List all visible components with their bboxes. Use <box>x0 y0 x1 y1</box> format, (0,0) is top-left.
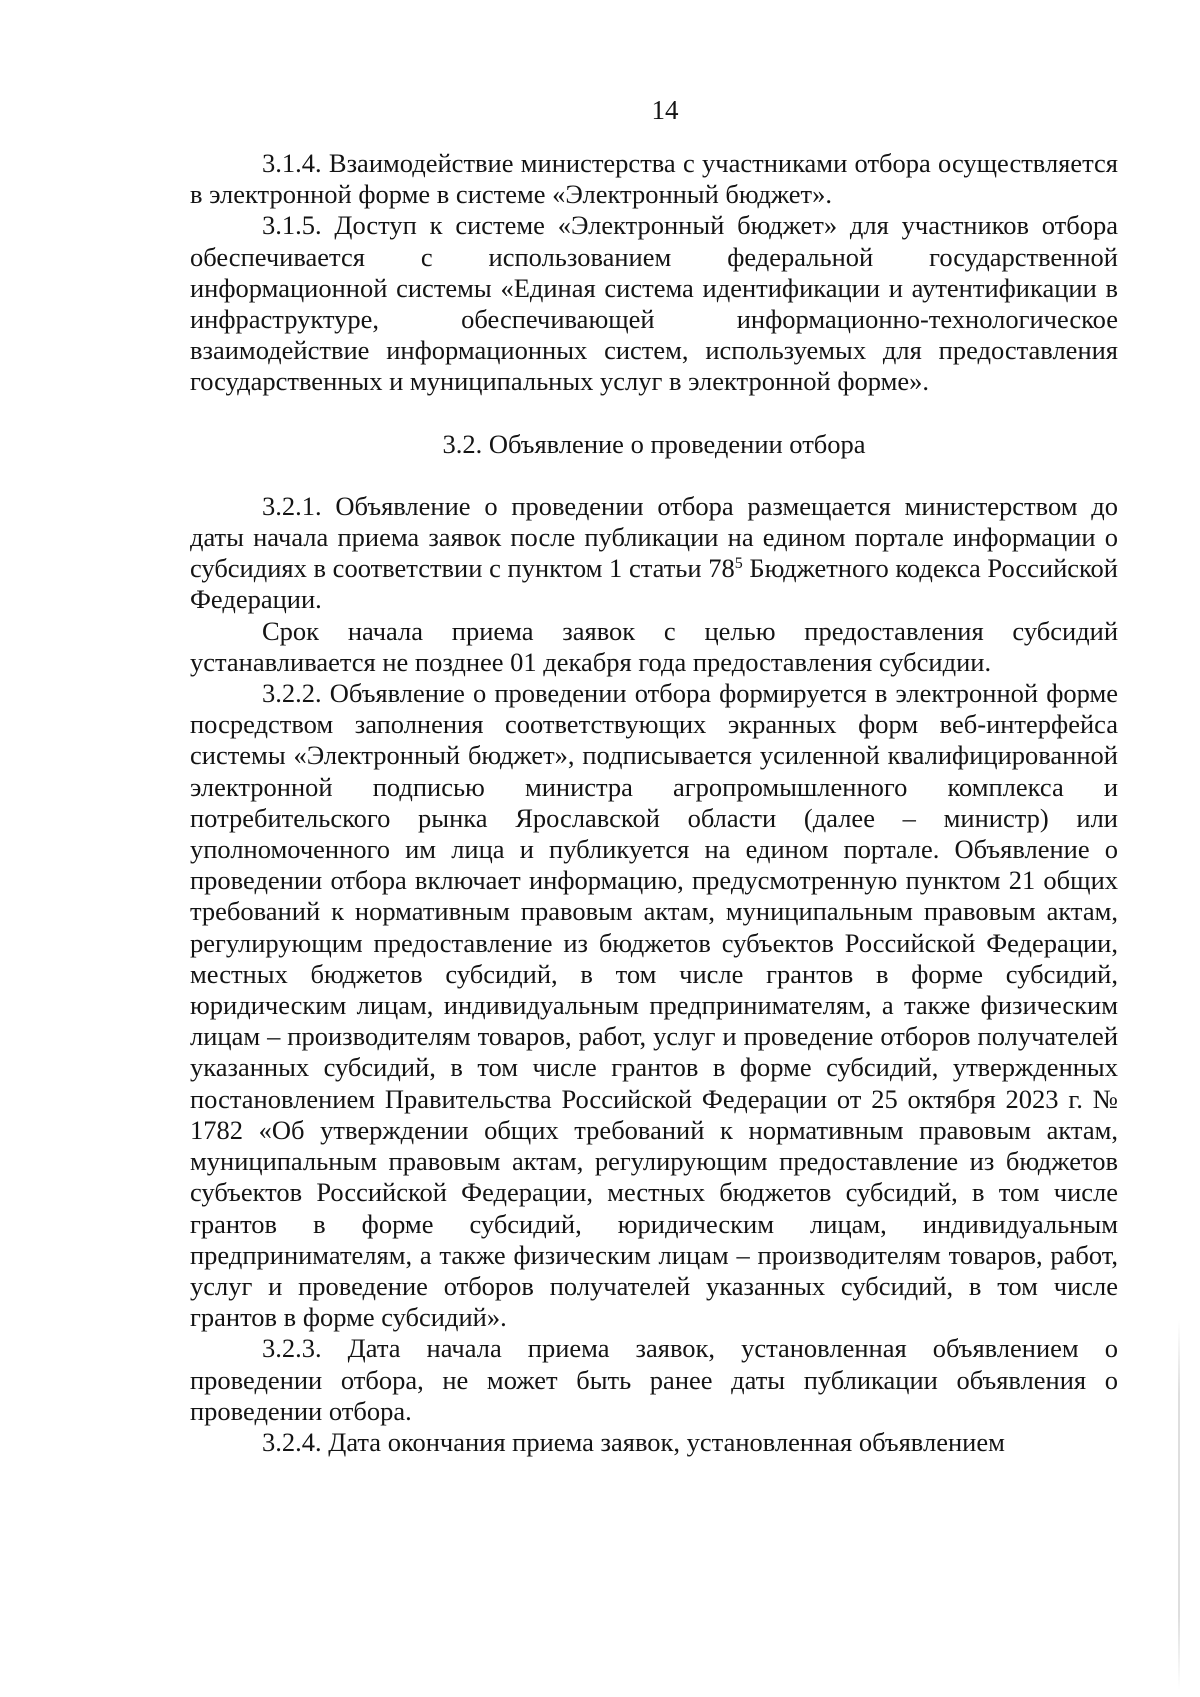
paragraph-3-2-1 <box>190 491 1118 616</box>
paragraph-3-2-2: 3.2.2. Объявление о проведении отбора формируется в электронной форме посредством заполнения соответствующих экранных форм веб-интерфейса системы «Электронный бюджет», подписывается усиленной квалифицированной электронной подписью министра агропромышленного комплекса и потребительского рынка Ярославской области (далее – министр) или уполномоченного им лица и публикуется на едином портале. Объявление о проведении отбора включает информацию, предусмотренную пунктом 21 общих требований к нормативным правовым актам, муниципальным правовым актам, регулирующим предоставление из бюджетов субъектов Российской Федерации, местных бюджетов субсидий, в том числе грантов в форме субсидий, юридическим лицам, индивидуальным предпринимателям, а также физическим лицам – производителям товаров, работ, услуг и проведение отборов получателей указанных субсидий, в том числе грантов в форме субсидий, утвержденных постановлением Правительства Российской Федерации от 25 октября 2023 г. № 1782 «Об утверждении общих требований к нормативным правовым актам, муниципальным правовым актам, регулирующим предоставление из бюджетов субъектов Российской Федерации, местных бюджетов субсидий, в том числе грантов в форме субсидий, юридическим лицам, индивидуальным предпринимателям, а также физическим лицам – производителям товаров, работ, услуг и проведение отборов получателей указанных субсидий, в том числе грантов в форме субсидий». <box>190 678 1118 1333</box>
article-superscript: 5 <box>734 555 743 573</box>
page-number: 14 <box>651 95 679 125</box>
scan-edge-artifact <box>1178 1320 1180 1690</box>
paragraph-3-2-4: 3.2.4. Дата окончания приема заявок, установленная объявлением <box>262 1426 1005 1457</box>
paragraph-3-1-4: 3.1.4. Взаимодействие министерства с участниками отбора осуществляется в электронной форме в системе «Электронный бюджет». <box>190 148 1118 210</box>
paragraph-application-deadline: Срок начала приема заявок с целью предоставления субсидий устанавливается не позднее 01 декабря года предоставления субсидии. <box>190 615 1118 677</box>
document-body <box>190 148 1118 1458</box>
paragraph-3-2-1-text-end: Бюджетного кодекса Российской Федерации. <box>190 553 1118 615</box>
paragraph-3-2-1-text: 3.2.1. Объявление о проведении отбора размещается министерством до даты начала приема заявок после публикации на едином портале информации о субсидиях в соответствии с пунктом 1 статьи 78 <box>190 490 1118 584</box>
section-heading-3-2: 3.2. Объявление о проведении отбора <box>442 428 866 459</box>
paragraph-3-2-3: 3.2.3. Дата начала приема заявок, установленная объявлением о проведении отбора, не может быть ранее даты публикации объявления о проведении отбора. <box>190 1333 1118 1426</box>
paragraph-3-1-5: 3.1.5. Доступ к системе «Электронный бюджет» для участников отбора обеспечивается с использованием федеральной государственной информационной системы «Единая система идентификации и аутентификации в инфраструктуре, обеспечивающей информационно-технологическое взаимодействие информационных систем, используемых для предоставления государственных и муниципальных услуг в электронной форме». <box>190 210 1118 397</box>
